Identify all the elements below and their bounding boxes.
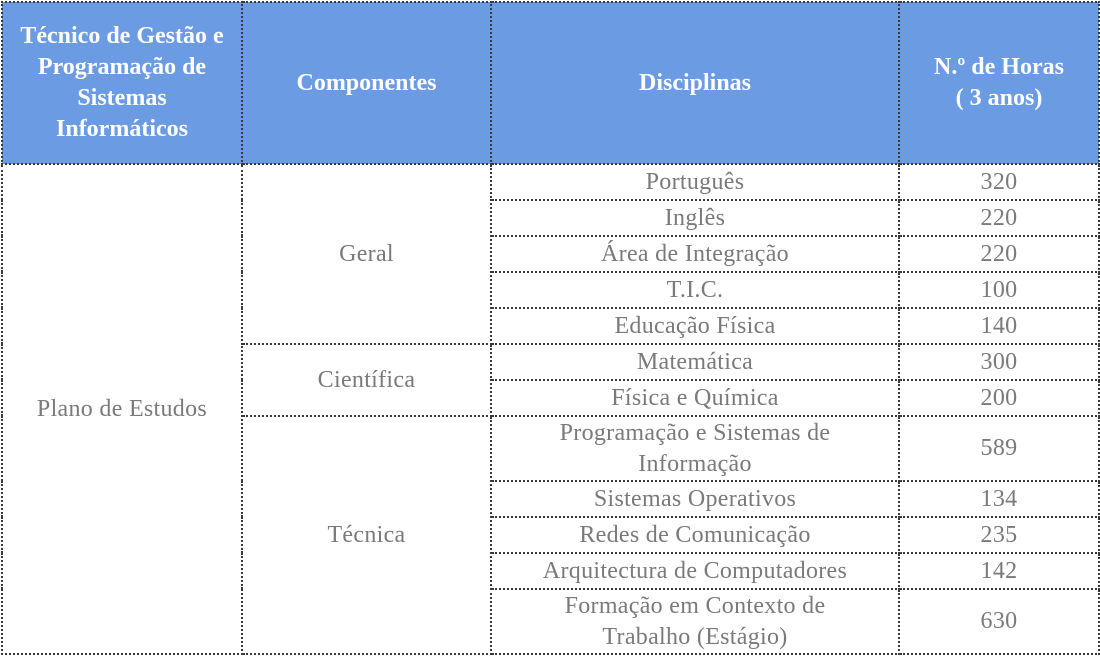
hours-cell: 220 [899, 200, 1099, 236]
hours-cell: 100 [899, 272, 1099, 308]
hours-cell: 630 [899, 589, 1099, 654]
component-cientifica: Científica [242, 344, 491, 416]
discipline-cell: Física e Química [491, 380, 899, 416]
discipline-cell: Programação e Sistemas de Informação [491, 416, 899, 481]
hours-cell: 300 [899, 344, 1099, 380]
discipline-cell: Sistemas Operativos [491, 481, 899, 517]
discipline-cell: T.I.C. [491, 272, 899, 308]
table-row [2, 164, 1099, 200]
discipline-cell: Área de Integração [491, 236, 899, 272]
hours-cell: 320 [899, 164, 1099, 200]
discipline-cell: Redes de Comunicação [491, 517, 899, 553]
discipline-cell: Português [491, 164, 899, 200]
hours-cell: 220 [899, 236, 1099, 272]
hours-cell: 140 [899, 308, 1099, 344]
discipline-cell: Arquitectura de Computadores [491, 553, 899, 589]
discipline-cell: Educação Física [491, 308, 899, 344]
hours-header: N.º de Horas ( 3 anos) [899, 2, 1099, 164]
component-geral: Geral [242, 164, 491, 344]
disciplines-header: Disciplinas [491, 2, 899, 164]
components-header: Componentes [242, 2, 491, 164]
discipline-cell: Formação em Contexto de Trabalho (Estágio) [491, 589, 899, 654]
hours-cell: 235 [899, 517, 1099, 553]
table-header-row [2, 2, 1099, 164]
study-plan-table [1, 1, 1100, 655]
hours-cell: 142 [899, 553, 1099, 589]
hours-cell: 200 [899, 380, 1099, 416]
hours-cell: 589 [899, 416, 1099, 481]
hours-cell: 134 [899, 481, 1099, 517]
component-tecnica: Técnica [242, 416, 491, 654]
course-name-header: Técnico de Gestão e Programação de Sistemas Informáticos [2, 2, 242, 164]
discipline-cell: Matemática [491, 344, 899, 380]
discipline-cell: Inglês [491, 200, 899, 236]
plan-label: Plano de Estudos [2, 164, 242, 654]
